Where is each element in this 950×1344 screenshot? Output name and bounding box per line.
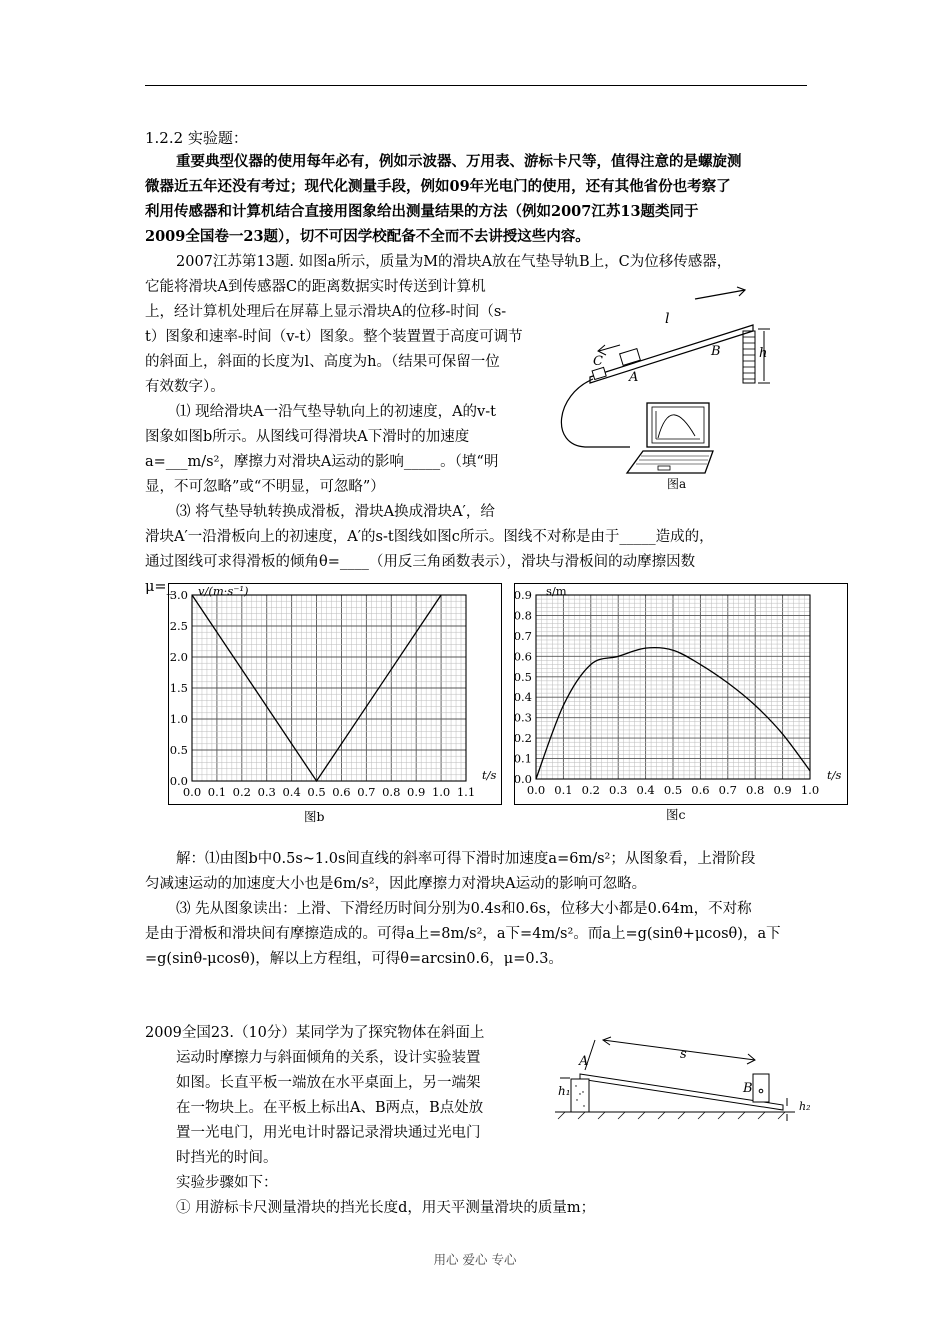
x-tick-label: 0.6 (332, 785, 351, 799)
solution-line: =g(sinθ-μcosθ)，解以上方程组，可得θ=arcsin0.6，μ=0.3。 (145, 951, 563, 967)
label-A: A (629, 370, 639, 385)
solution-line: ⑶ 先从图象读出：上滑、下滑经历时间分别为0.4s和0.6s，位移大小都是0.64m，不对称 (176, 901, 752, 917)
y-tick-label: 3.0 (169, 588, 188, 602)
q1-line: μ=_ (145, 579, 174, 595)
q2-line: 如图。长直平板一端放在水平桌面上，另一端架 (176, 1075, 481, 1091)
q2-line: 2009全国23.（10分）某同学为了探究物体在斜面上 (145, 1025, 485, 1041)
q2-line: 时挡光的时间。 (176, 1150, 278, 1166)
y-axis-label: v/(m·s⁻¹) (198, 584, 249, 598)
air-track (590, 325, 753, 383)
figure-b-caption: 图b (304, 809, 325, 824)
q2-line: 在一物块上。在平板上标出A、B两点，B点处放 (176, 1100, 484, 1116)
label-h2: h₂ (799, 1100, 811, 1113)
label-C: C (593, 354, 603, 369)
height-block (743, 331, 755, 383)
x-tick-label: 0.9 (773, 783, 792, 797)
label-h: h (759, 346, 768, 361)
grid (536, 595, 810, 779)
intro-line: 微器近五年还没有考过；现代化测量手段，例如09年光电门的使用，还有其他省份也考察了 (145, 178, 731, 195)
x-tick-label: 0.4 (636, 783, 655, 797)
support-block (571, 1079, 589, 1112)
q2-line: 置一光电门，用光电计时器记录滑块通过光电门 (176, 1125, 481, 1141)
intro-line: 重要典型仪器的使用每年必有，例如示波器、万用表、游标卡尺等，值得注意的是螺旋测 (176, 153, 742, 170)
y-tick-label: 0.2 (514, 731, 532, 746)
intro-line: 2009全国卷一23题），切不可因学校配备不全而不去讲授这些内容。 (145, 228, 590, 245)
chart-frame (515, 584, 848, 805)
x-axis-label: t/s (827, 768, 842, 782)
x-tick-label: 0.2 (581, 783, 600, 797)
x-tick-label: 1.1 (456, 785, 476, 799)
y-tick-label: 0.9 (514, 588, 532, 602)
x-tick-label: 0.1 (207, 785, 227, 799)
y-ticks (170, 588, 188, 788)
y-tick-label: 1.5 (169, 681, 188, 695)
figure-a-caption: 图a (667, 477, 687, 491)
y-tick-label: 0.5 (514, 669, 532, 684)
y-tick-label: 0.8 (514, 608, 532, 623)
y-tick-label: 0.5 (169, 743, 188, 757)
x-axis-label: t/s (482, 768, 497, 782)
header-rule (145, 85, 807, 86)
y-axis-label: s/m (546, 584, 567, 598)
figure-a-apparatus (555, 285, 800, 495)
x-tick-label: 0.3 (609, 783, 628, 797)
section-heading: 1.2.2 实验题： (145, 129, 248, 147)
y-tick-label: 0.0 (169, 774, 188, 788)
photogate-B (753, 1074, 769, 1102)
q1-line: 图象如图b所示。从图线可得滑块A下滑时的加速度 (145, 429, 470, 445)
q1-line: 有效数字）。 (145, 379, 225, 395)
distance-arrow (603, 1040, 755, 1060)
y-tick-label: 1.0 (169, 712, 188, 726)
y-tick-label: 0.7 (514, 628, 532, 643)
label-B: B (743, 1081, 753, 1096)
solution-line: 解：⑴由图b中0.5s~1.0s间直线的斜率可得下滑时加速度a=6m/s²；从图象看，上滑阶段 (176, 851, 756, 867)
y-tick-label: 0.6 (514, 649, 532, 664)
q1-line: 显，不可忽略”或“不明显，可忽略”） (145, 479, 385, 495)
x-tick-label: 0.5 (663, 783, 683, 797)
x-tick-label: 0.0 (182, 785, 202, 799)
x-tick-label: 0.8 (746, 783, 765, 797)
x-tick-label: 0.6 (691, 783, 710, 797)
label-B: B (711, 344, 721, 359)
x-tick-label: 1.0 (800, 783, 820, 797)
y-tick-label: 2.5 (169, 619, 188, 633)
x-tick-label: 0.7 (357, 785, 376, 799)
y-tick-label: 2.0 (169, 650, 188, 664)
figure-b-chart (168, 583, 502, 805)
x-tick-label: 0.1 (554, 783, 573, 797)
label-s: s (680, 1047, 687, 1062)
x-tick-label: 0.7 (718, 783, 737, 797)
figure-c-caption: 图c (666, 807, 686, 822)
q1-line: ⑴ 现给滑块A一沿气垫导轨向上的初速度，A的v-t (176, 404, 496, 420)
q1-line: a=___m/s²，摩擦力对滑块A运动的影响_____。（填“明 (145, 454, 499, 470)
cable (561, 379, 630, 447)
y-tick-label: 0.0 (514, 772, 532, 786)
x-tick-label: 0.3 (257, 785, 276, 799)
length-arrow (695, 290, 745, 299)
x-tick-label: 0.5 (307, 785, 326, 799)
x-tick-label: 0.9 (407, 785, 426, 799)
label-h1: h₁ (558, 1084, 571, 1098)
solution-line: 匀减速运动的加速度大小也是6m/s²，因此摩擦力对滑块A运动的影响可忽略。 (145, 876, 647, 892)
label-A: A (579, 1054, 589, 1069)
q1-line: ⑶ 将气垫导轨转换成滑板，滑块A换成滑块A′，给 (176, 504, 495, 520)
q1-line: 它能将滑块A到传感器C的距离数据实时传送到计算机 (145, 279, 486, 295)
x-tick-label: 0.4 (282, 785, 301, 799)
page-footer: 用心 爱心 专心 (433, 1252, 517, 1267)
solution-line: 是由于滑板和滑块间有摩擦造成的。可得a上=8m/s²，a下=4m/s²。而a上=g(sinθ+μcosθ)，a下 (145, 926, 781, 942)
q1-line: 滑块A′一沿滑板向上的初速度，A′的s-t图线如图c所示。图线不对称是由于_____造成的， (145, 529, 714, 545)
x-ticks (183, 785, 475, 799)
y-tick-label: 0.4 (514, 690, 532, 705)
q1-line: 通过图线可求得滑板的倾角θ=____（用反三角函数表示），滑块与滑板间的动摩擦因数 (145, 554, 696, 570)
y-ticks (514, 588, 532, 786)
label-l: l (665, 311, 670, 327)
grid (192, 595, 466, 781)
q1-line: 2007江苏第13题. 如图a所示，质量为M的滑块A放在气垫导轨B上，C为位移传感器， (176, 254, 732, 270)
q2-line: ① 用游标卡尺测量滑块的挡光长度d，用天平测量滑块的质量m； (176, 1200, 596, 1216)
x-ticks (527, 783, 819, 797)
x-tick-label: 1.0 (431, 785, 451, 799)
q2-line: 实验步骤如下： (176, 1175, 278, 1191)
figure-incline-photogate (555, 1030, 820, 1125)
intro-line: 利用传感器和计算机结合直接用图象给出测量结果的方法（例如2007江苏13题类同于 (145, 203, 699, 220)
q1-line: t）图象和速率-时间（v-t）图象。整个装置置于高度可调节 (145, 329, 523, 345)
q1-line: 的斜面上，斜面的长度为l、高度为h。（结果可保留一位 (145, 354, 500, 370)
x-tick-label: 0.8 (382, 785, 401, 799)
y-tick-label: 0.3 (514, 710, 532, 725)
x-tick-label: 0.2 (232, 785, 251, 799)
q2-line: 运动时摩擦力与斜面倾角的关系，设计实验装置 (176, 1050, 481, 1066)
x-tick-label: 0.0 (526, 783, 546, 797)
figure-c-chart (514, 583, 848, 805)
q1-line: 上，经计算机处理后在屏幕上显示滑块A的位移-时间（s- (145, 304, 507, 320)
y-tick-label: 0.1 (514, 751, 532, 766)
